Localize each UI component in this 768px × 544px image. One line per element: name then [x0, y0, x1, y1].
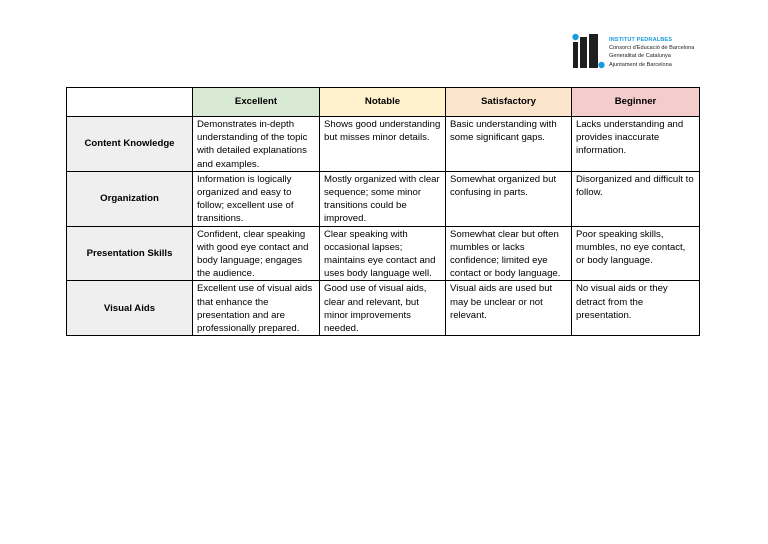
- criterion-label: Content Knowledge: [67, 117, 193, 172]
- cell-excellent: Excellent use of visual aids that enhance the presentation and are professionally prepared.: [193, 281, 320, 336]
- institution-logo: [572, 33, 704, 71]
- rubric-header-row: [67, 88, 700, 117]
- logo-government: Generalitat de Catalunya: [609, 53, 671, 60]
- cell-satisfactory: Somewhat clear but often mumbles or lacks confidence; limited eye contact or body language.: [446, 226, 572, 281]
- cell-satisfactory: Basic understanding with some significant gaps.: [446, 117, 572, 172]
- institution-logo-mark: [572, 33, 606, 71]
- rubric-row-content-knowledge: [67, 117, 700, 172]
- rubric-row-presentation-skills: [67, 226, 700, 281]
- cell-beginner: Poor speaking skills, mumbles, no eye contact, or body language.: [572, 226, 700, 281]
- cell-excellent: Demonstrates in-depth understanding of the topic with detailed explanations and examples.: [193, 117, 320, 172]
- institution-logo-text: [609, 36, 694, 69]
- rubric-row-organization: [67, 171, 700, 226]
- logo-consortium: Consorci d'Educació de Barcelona: [609, 45, 695, 52]
- criterion-label: Visual Aids: [67, 281, 193, 336]
- cell-notable: Good use of visual aids, clear and relevant, but minor improvements needed.: [320, 281, 446, 336]
- rubric-table: [66, 87, 700, 336]
- criterion-label: Organization: [67, 171, 193, 226]
- cell-satisfactory: Visual aids are used but may be unclear or not relevant.: [446, 281, 572, 336]
- rubric-row-visual-aids: [67, 281, 700, 336]
- cell-notable: Clear speaking with occasional lapses; maintains eye contact and uses body language well.: [320, 226, 446, 281]
- cell-beginner: Lacks understanding and provides inaccurate information.: [572, 117, 700, 172]
- cell-excellent: Information is logically organized and easy to follow; excellent use of transitions.: [193, 171, 320, 226]
- cell-beginner: No visual aids or they detract from the presentation.: [572, 281, 700, 336]
- cell-satisfactory: Somewhat organized but confusing in parts.: [446, 171, 572, 226]
- rubric-header-beginner: Beginner: [572, 88, 700, 117]
- rubric-header-excellent: Excellent: [193, 88, 320, 117]
- rubric-header-satisfactory: Satisfactory: [446, 88, 572, 117]
- cell-excellent: Confident, clear speaking with good eye contact and body language; engages the audience.: [193, 226, 320, 281]
- rubric-header-corner: [67, 88, 193, 117]
- cell-beginner: Disorganized and difficult to follow.: [572, 171, 700, 226]
- cell-notable: Shows good understanding but misses minor details.: [320, 117, 446, 172]
- rubric-header-notable: Notable: [320, 88, 446, 117]
- criterion-label: Presentation Skills: [67, 226, 193, 281]
- logo-city-council: Ajuntament de Barcelona: [609, 61, 672, 68]
- cell-notable: Mostly organized with clear sequence; some minor transitions could be improved.: [320, 171, 446, 226]
- logo-institution-name: INSTITUT PEDRALBES: [609, 37, 673, 43]
